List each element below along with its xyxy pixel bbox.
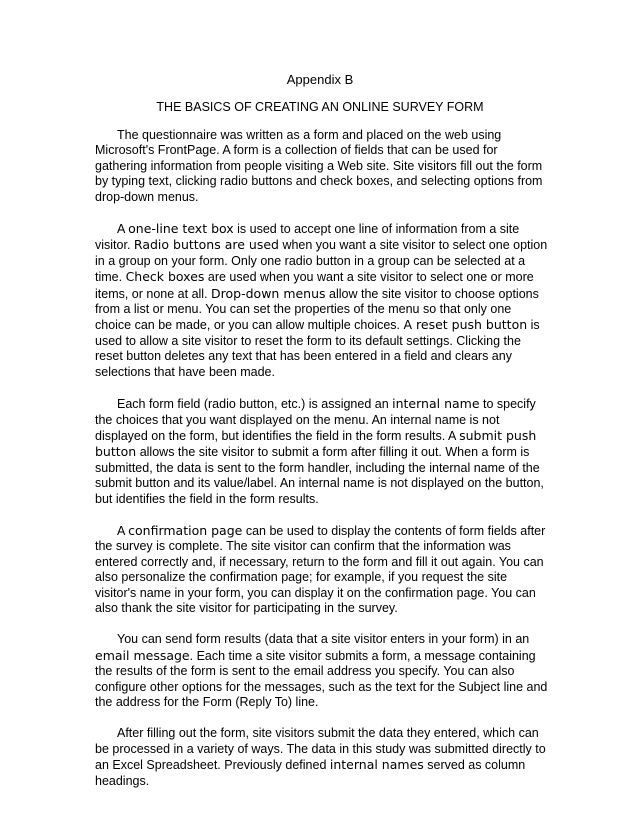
p1-text: The questionnaire was written as a form and placed on the web using Microsoft's FrontPage. A form is a collection of fields that can be used for gathering information from people visiting a Web site. Site visitors fill out the form by typing text, clicking radio buttons and check boxes, and selecting options from drop-down menus. xyxy=(95,128,543,204)
p4-text-a: A xyxy=(117,523,129,538)
p2-text-f: is used to allow a site visitor to reset the form to its default settings. Clicking the reset button deletes any text that has been entered in a field and clears any selections that have been made. xyxy=(95,318,540,379)
term-check-boxes: Check boxes xyxy=(125,269,205,285)
term-one-line-text-box: one-line text box xyxy=(128,221,234,237)
page-title: THE BASICS OF CREATING AN ONLINE SURVEY FORM xyxy=(156,100,484,114)
term-email-message: email message xyxy=(95,647,190,663)
p4-text-b: can be used to display the contents of form fields after the survey is complete. The site visitor can confirm that the information was entered correctly and, if necessary, return to the form and fill it out again. You can also personalize the confirmation page; for example, if you request the site visitor's name in your form, you can display it on the confirmation page. You can also thank the site visitor for participating in the survey. xyxy=(95,523,546,615)
p2-text-e: allow the site visitor to choose options from a list or menu. You can set the properties of the menu so that only one choice can be made, or you can allow multiple choices. xyxy=(95,286,539,333)
term-drop-down-menus: Drop-down menus xyxy=(211,285,326,301)
term-submit-push-button: submit push button xyxy=(95,427,537,460)
paragraph-6 xyxy=(95,726,550,789)
body-text xyxy=(95,128,550,805)
p5-text-b: . Each time a site visitor submits a form, a message containing the results of the form is sent to the email address you specify. You can also configure other options for the messages, such as the text for the Subject line and the address for the Form (Reply To) line. xyxy=(95,648,548,709)
p2-text-a: A xyxy=(117,222,129,237)
p3-text-c: allows the site visitor to submit a form after filling it out. When a form is submitted, the data is sent to the form handler, including the internal name of the submit button and its value/label. An internal name is not displayed on the button, but identifies the field in the form results. xyxy=(95,445,544,506)
term-internal-name: internal name xyxy=(392,396,480,412)
paragraph-5 xyxy=(95,632,550,710)
p2-text-c: when you want a site visitor to select one option in a group on your form. Only one radio button in a group can be selected at a time. xyxy=(95,238,548,285)
term-internal-names: internal names xyxy=(329,757,424,773)
paragraph-2 xyxy=(95,221,550,380)
p3-text-b: to specify the choices that you want displayed on the menu. An internal name is not displayed on the form, but identifies the field in the form results. A xyxy=(95,397,536,443)
paragraph-1 xyxy=(95,128,550,205)
term-confirmation-page: confirmation page xyxy=(128,522,243,538)
p6-text-a: After filling out the form, site visitors submit the data they entered, which can be processed in a variety of ways. The data in this study was submitted directly to an Excel Spreadsheet. Previously defined xyxy=(95,726,546,773)
p5-text-a: You can send form results (data that a site visitor enters in your form) in an xyxy=(117,632,530,647)
paragraph-3 xyxy=(95,396,550,507)
paragraph-4 xyxy=(95,523,550,616)
p6-text-b: served as column headings. xyxy=(95,758,526,788)
p2-text-d: are used when you want a site visitor to select one or more items, or none at all. xyxy=(95,270,534,301)
p3-text-a: Each form field (radio button, etc.) is assigned an xyxy=(117,397,393,412)
appendix-label: Appendix B xyxy=(286,72,354,87)
p2-text-b: is used to accept one line of information from a site visitor. xyxy=(95,222,520,253)
term-radio-buttons: Radio buttons are used xyxy=(133,237,279,253)
term-reset-push-button: A reset push button xyxy=(403,317,528,333)
